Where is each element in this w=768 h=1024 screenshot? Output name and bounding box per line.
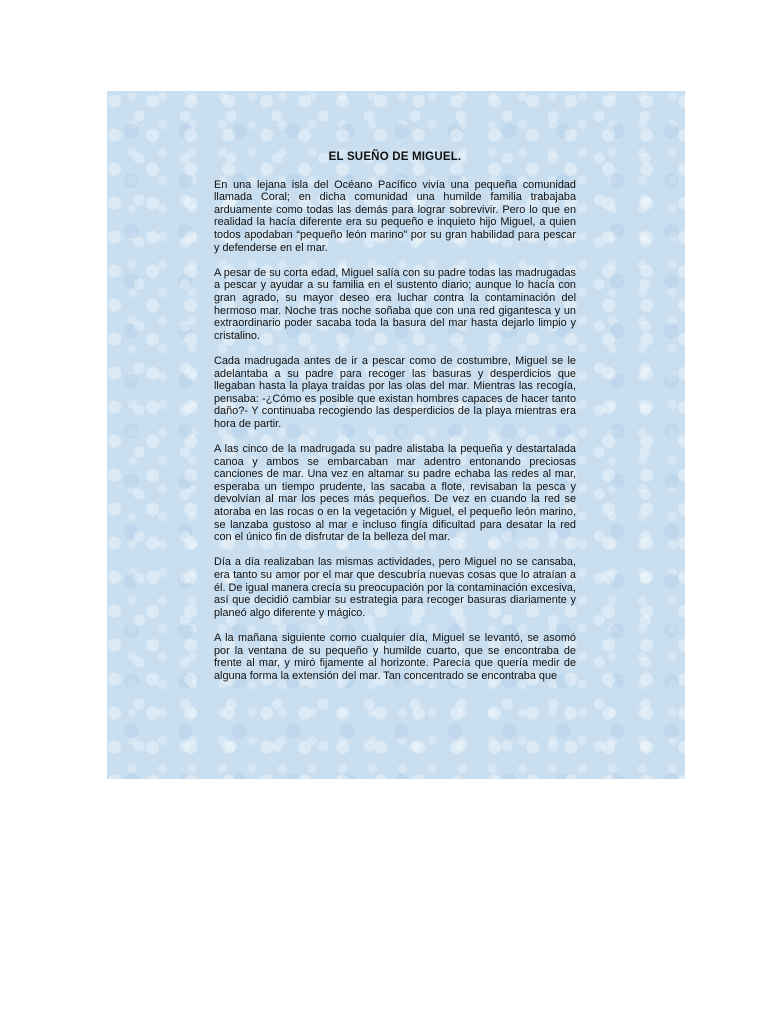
paragraph-3: Cada madrugada antes de ir a pescar como de costumbre, Miguel se le adelantaba a su padre para recoger las basuras y desperdicios que llegaban hasta la playa traídas por las olas del mar. Mientras las recogía, pensaba: -¿Cómo es posible que existan hombres capaces de hacer tanto daño?- Y continuaba recogiendo las desperdicios de la playa mientras era hora de partir. <box>214 354 576 430</box>
document-body <box>214 151 576 695</box>
paragraph-1: En una lejana isla del Océano Pacífico vivía una pequeña comunidad llamada Coral; en dicha comunidad una humilde familia trabajaba arduamente como todas las demás para lograr sobrevivir. Pero lo que en realidad la hacía diferente era su pequeño e inquieto hijo Miguel, a quien todos apodaban “pequeño león marino” por su gran habilidad para pescar y defenderse en el mar. <box>214 178 576 254</box>
document-title: EL SUEÑO DE MIGUEL. <box>328 151 462 163</box>
paragraph-2: A pesar de su corta edad, Miguel salía con su padre todas las madrugadas a pescar y ayudar a su familia en el sustento diario; aunque lo hacía con gran agrado, su mayor deseo era luchar contra la contaminación del hermoso mar. Noche tras noche soñaba que con una red gigantesca y un extraordinario poder sacaba toda la basura del mar hasta dejarlo limpio y cristalino. <box>214 266 576 342</box>
paragraph-5: Día a día realizaban las mismas actividades, pero Miguel no se cansaba, era tanto su amor por el mar que descubría nuevas cosas que lo atraían a él. De igual manera crecía su preocupación por la contaminación excesiva, así que decidió cambiar su estrategia para recoger basuras diariamente y planeó algo diferente y mágico. <box>214 556 577 619</box>
paragraph-6: A la mañana siguiente como cualquier día, Miguel se levantó, se asomó por la ventana de su pequeño y humilde cuarto, que se encontraba de frente al mar, y miró fijamente al horizonte. Parecía que quería medir de alguna forma la extensión del mar. Tan concentrado se encontraba que <box>214 631 576 682</box>
document-page <box>107 91 685 779</box>
paragraph-4: A las cinco de la madrugada su padre alistaba la pequeña y destartalada canoa y ambos se embarcaban mar adentro entonando preciosas canciones de mar. Una vez en altamar su padre echaba las redes al mar, esperaba un tiempo prudente, las sacaba a flote, revisaban la pesca y devolvían al mar los peces más pequeños. De vez en cuando la red se atoraba en las rocas o en la vegetación y Miguel, el pequeño león marino, se lanzaba gustoso al mar e incluso fingía dificultad para desatar la red con el único fin de disfrutar de la belleza del mar. <box>214 443 576 544</box>
